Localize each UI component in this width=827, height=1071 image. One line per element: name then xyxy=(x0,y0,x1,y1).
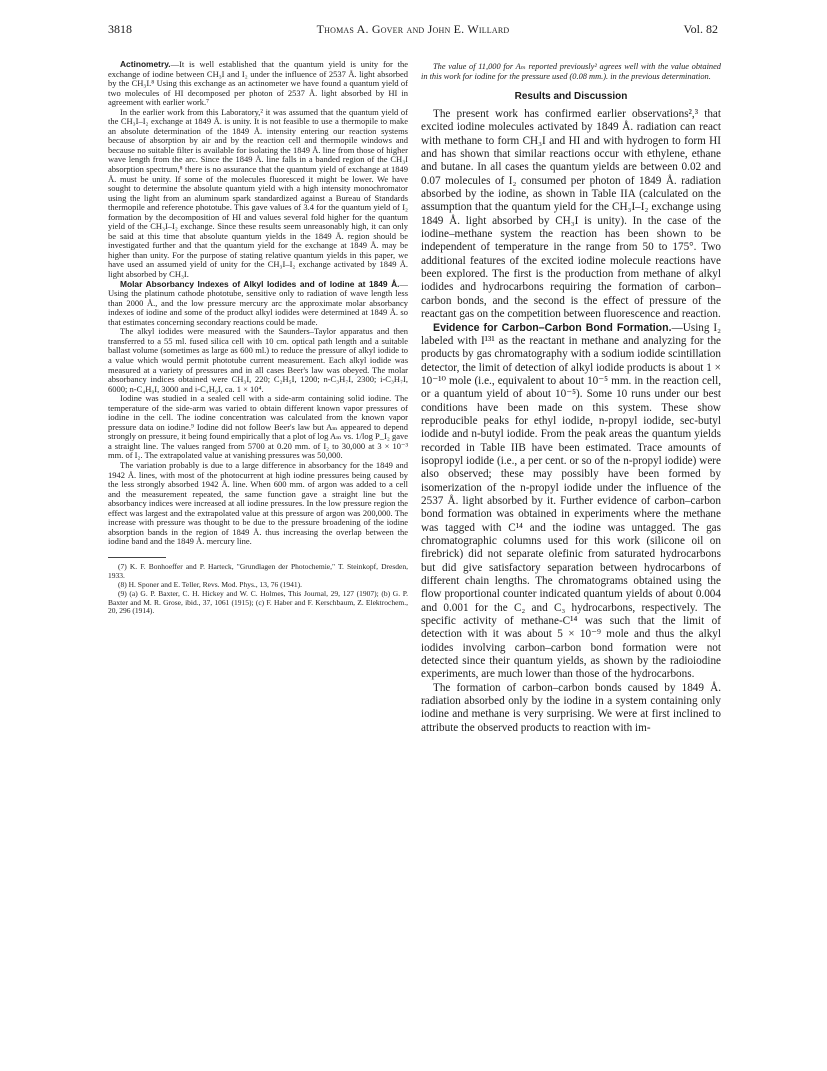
carbon-bond-text: —Using I₂ labeled with I¹³¹ as the reactant in methane and analyzing for the products by gas chromatography with a sodium iodide scintillation detector, the limit of detection of alkyl iodide products is about 1 × 10⁻¹⁰ mole (i.e., equivalent to about 10⁻⁵ mm. in the reaction cell, or a quantum yield of about 10⁻⁵). Some 10 runs under our best conditions have been made on this system. These show reproducible peaks for ethyl iodide, n-propyl iodide, sec-butyl iodide and n-butyl iodide. From the peak areas the quantum yields recorded in Table IIB have been estimated. Trace amounts of isopropyl iodide (i.e., a per cent. or so of the n-propyl iodide) were also observed; these may possibly have been formed by isomerization of the n-propyl iodide under the influence of the 2537 Å. light absorbed by it. Further evidence of carbon–carbon bond formation was obtained in experiments where the methane was tagged with C¹⁴ and the iodine was untagged. The gas chromatographic columns used for this work (silicone oil on firebrick) did not separate olefinic from saturated hydrocarbons but did give satisfactory separation between hydrocarbons of different chain lengths. The chromatograms obtained using the flow proportional counter indicated quantum yields of about 0.004 and 0.001 for the C₂ and C₃ hydrocarbons, respectively. The specific activity of methane-C¹⁴ was such that the limit of detection with it was about 5 × 10⁻⁹ mole and thus the alkyl iodides involving carbon–carbon bond formation were not detected since their quantum yields, as shown by the radioiodine experiments, are much lower than those of the hydrocarbons. xyxy=(421,321,721,681)
paragraph-variation: The variation probably is due to a large difference in absorbancy for the 1849 and 1942 Å. lines, with most of the photocurrent at high iodine pressures being caused by the less strongly absorbed 1942 Å. line. When 600 mm. of argon was added to a cell and the measurement repeated, the same function gave a straight line but the absorbancy indices were increased at all iodine pressures. In the low pressure region the effect was largest and the extrapolated value at this pressure of argon was 200,000. The increase with pressure was thought to be due to the pressure broadening of the iodine absorption bands in the region of 1849 Å. thus increasing the overlap between the iodine band and the 1849 Å. mercury line. xyxy=(108,459,408,547)
paragraph-carbon-bond-evidence xyxy=(421,322,721,682)
page-header xyxy=(108,22,718,38)
footnotes xyxy=(108,563,408,616)
run-in-heading-molar-absorbancy: Molar Absorbancy Indexes of Alkyl Iodides and of Iodine at 1849 Å. xyxy=(120,278,400,289)
footnote-7: (7) K. F. Bonhoeffer and P. Harteck, "Grundlagen der Photochemie," T. Steinkopf, Dresden, 1933. xyxy=(108,561,408,580)
footnote-9: (9) (a) G. P. Baxter, C. H. Hickey and W. C. Holmes, This Journal, 29, 127 (1907); (b) G. P. Baxter and M. R. Grose, ibid., 37, 1061 (1915); (c) F. Haber and F. Kerschbaum, Z. Elektrochem., 20, 296 (1914). xyxy=(108,588,408,616)
volume-label: Vol. 82 xyxy=(683,22,718,36)
page-number: 3818 xyxy=(108,22,132,36)
right-column xyxy=(421,62,721,735)
molar-absorbancy-text: —Using the platinum cathode phototube, sensitive only to radiation of wave length less than 2000 Å., and the low pressure mercury arc the approximate molar absorbancy indexes of iodine and some of the product alkyl iodides were determined at 1849 Å. so that estimates concerning secondary reactions could be made. xyxy=(108,278,408,327)
paragraph-earlier-work: In the earlier work from this Laboratory,² it was assumed that the quantum yield of the CH₃I–I₂ exchange at 1849 Å. is unity. It is not feasible to use a thermopile to make an absolute determination of the 1849 Å. intensity entering our reaction systems because of absorption by air and by the reaction cell and thermopile windows and because no suitable filter is available for isolating the 1849 Å. line from those of higher wave length from the arc. Since the 1849 Å. line falls in a banded region of the CH₃I absorption spectrum,⁸ there is no assurance that the quantum yield of exchange at 1849 Å. must be unity. If some of the molecules fluoresced it might be lower. We have sought to determine the absolute quantum yield with a high intensity monochromator using the light from an aluminum spark standardized against a Bureau of Standards thermopile and reference phototube. This gave values of 3.4 for the quantum yield of I₂ formation by the decomposition of HI and values several fold higher for the quantum yield of the CH₃I–I₂ exchange. Since these results seem unreasonably high, it can only be said at this time that absolute quantum yields in the 1849 Å. region should be investigated further and that the quantum yield for the exchange at 1849 Å. may be higher than unity. For the purpose of stating relative quantum yields in this paper, we have used an assumed yield of unity for the CH₃I–I₂ exchange activated by 1849 Å. light absorbed by CH₃I. xyxy=(108,106,408,280)
run-in-heading-actinometry: Actinometry. xyxy=(120,60,171,69)
absorbancy-note: The value of 11,000 for Aₘ reported previously² agrees well with the value obtained in this work for iodine for the pressure used (0.08 mm.). in the previous determination. xyxy=(421,62,721,81)
paragraph-actinometry xyxy=(108,60,408,108)
paragraph-carbon-bond-formation: The formation of carbon–carbon bonds caused by 1849 Å. radiation absorbed only by the iodine in a system containing only iodine and methane is very surprising. We were at first inclined to attribute the observed products to reaction with im- xyxy=(421,681,721,734)
footnote-rule xyxy=(108,557,166,558)
running-authors: Thomas A. Gover and John E. Willard xyxy=(316,22,510,36)
section-title-results: Results and Discussion xyxy=(514,91,628,102)
paragraph-molar-absorbancy xyxy=(108,280,408,328)
footnote-8: (8) H. Sponer and E. Teller, Revs. Mod. Phys., 13, 76 (1941). xyxy=(118,579,303,589)
actinometry-text: —It is well established that the quantum yield is unity for the exchange of iodine between CH₃I and I₂ under the influence of 2537 Å. light absorbed by the CH₃I.⁸ Using this exchange as an actinometer we have found a quantum yield of two molecules of HI decomposed per photon of 2537 Å. light absorbed by HI in agreement with earlier work.⁷ xyxy=(108,60,408,108)
paragraph-results-intro: The present work has confirmed earlier observations²,³ that excited iodine molecules activated by 1849 Å. radiation can react with methane to form CH₃I and HI and with hydrogen to form HI and has shown that similar reactions occur with ethylene, ethane and butane. In all cases the quantum yields are between 0.02 and 0.07 molecules of I₂ consumed per photon of 1849 Å. radiation absorbed by the iodine, as shown in Table IIA (calculated on the assumption that the quantum yield for the CH₃I–I₂ exchange using 1849 Å. light absorbed by CH₃I is unity). In the case of the iodine–methane system the reaction has been shown to be independent of temperature in the range from 50 to 175°. Two additional features of the excited iodine molecule reactions have been explored. The first is the production from methane of alkyl iodides and hydrocarbons requiring the formation of carbon–carbon bonds, and the second is the effect of pressure of the reactant gas on the competition between fluorescence and reaction. xyxy=(421,108,721,321)
run-in-heading-carbon-bond: Evidence for Carbon–Carbon Bond Formation. xyxy=(433,321,672,334)
left-column xyxy=(108,60,408,616)
paragraph-iodine-cell: Iodine was studied in a sealed cell with a side-arm containing solid iodine. The temperature of the side-arm was varied to obtain different known vapor pressures of iodine in the cell. The iodine concentration was calculated from the known vapor pressure data on iodine.⁹ Iodine did not follow Beer's law but Aₘ appeared to depend strongly on pressure, it being found empirically that a plot of log Aₘ vs. 1/log P_I₂ gave a straight line. The values ranged from 5700 at 0.20 mm. of I₂ to 30,000 at 3 × 10⁻³ mm. of I₂. The extrapolated value at vanishing pressures was 50,000. xyxy=(108,393,408,461)
paragraph-alkyl-iodides: The alkyl iodides were measured with the Saunders–Taylor apparatus and then transferred to a 55 ml. fused silica cell with 10 cm. optical path length and a suitable ballast volume (sometimes as large as 600 ml.) to reduce the pressure of alkyl iodide to a value which would permit phototube current measurement. Each alkyl iodide was measured at a variety of pressures and in all cases Beer's law was obeyed. The molar absorbancy indices obtained were CH₃I, 220; C₂H₅I, 1200; n-C₃H₇I, 2300; i-C₃H₇I, 6000; n-C₄H₉I, 3000 and i-C₄H₉I, ca. 1 × 10⁴. xyxy=(108,326,408,394)
